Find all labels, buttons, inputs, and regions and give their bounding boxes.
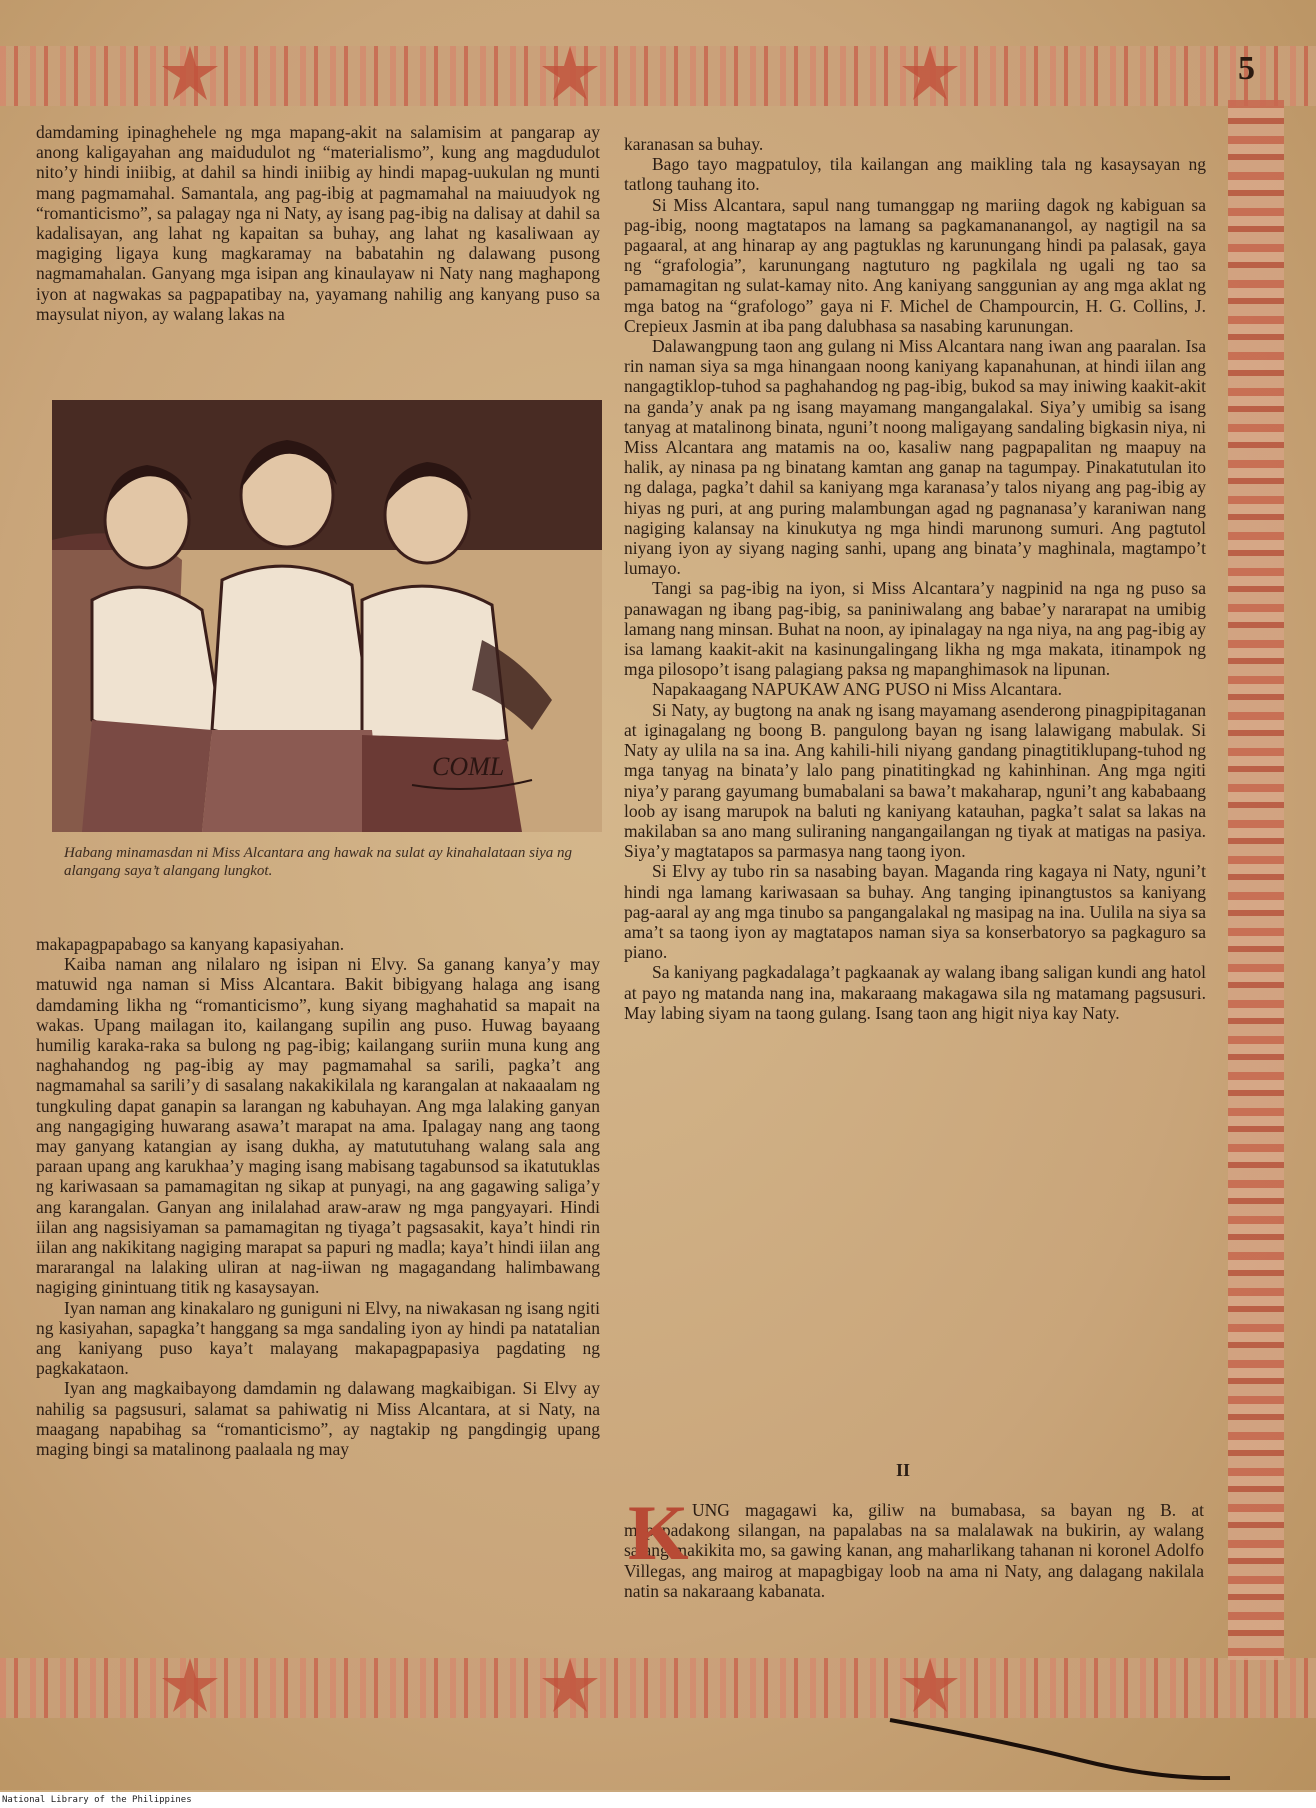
paragraph: Si Miss Alcantara, sapul nang tumanggap ng mariing dagok ng kabiguan sa pag-ibig, noong magtatapos na lamang sa pagkamananangol, ay nagtigil na sa pagaaral, at ang hinarap ay ang pagtuklas ng karunungang hindi pa palasak, gaya ng “grafologia”, karunungang nagtuturo ng pagkilala ng ugali ng tao sa pamamagitan ng sulat-kamay nito. Ang kaniyang sanggunian ay ang mga aklat ng mga batog na “grafologo” gaya ni F. Michel de Champourcin, H. G. Collins, J. Crepieux Jasmin at iba pang dalubhasa sa nasabing karunungan. bbox=[624, 194, 1206, 336]
star-ornament-icon bbox=[900, 44, 960, 104]
archive-credit: National Library of the Philippines bbox=[0, 1792, 1316, 1808]
paragraph: Iyan ang magkaibayong damdamin ng dalawang magkaibigan. Si Elvy ay nahilig sa pagsusuri, salamat sa pahiwatig ni Miss Alcantara, at si Naty, na maagang napabihag sa “romanticismo”, ay nagtakip ng pangdingig upang maging bingi sa matalinong paalaala ng may bbox=[36, 1378, 600, 1460]
paragraph: makapagpapabago sa kanyang kapasiyahan. bbox=[36, 934, 345, 954]
star-ornament-icon bbox=[540, 44, 600, 104]
page-number: 5 bbox=[1238, 50, 1255, 87]
paragraph: karanasan sa buhay. bbox=[624, 134, 764, 154]
illustration-signature: COML bbox=[432, 752, 505, 781]
paragraph: Tangi sa pag-ibig na iyon, si Miss Alcantara’y nagpinid na nga ng puso sa panawagan ng ibang pag-ibig, sa paniniwalang ang babae’y nararapat na umibig lamang nang minsan. Buhat na noon, ay ipinalagay na nga niya, na ang pag-ibig ay isa lamang kaakit-akit na kasinungalingang likha ng mga makata, itinampok ng mga pilosopo’t isang palagiang paksa ng mapanghimasok na lipunan. bbox=[624, 578, 1206, 680]
star-ornament-icon bbox=[160, 44, 220, 104]
right-column bbox=[624, 134, 1206, 1023]
paragraph: Sa kaniyang pagkadalaga’t pagkaanak ay walang ibang saligan kundi ang hatol at payo ng matanda nang ina, makaraang makagawa sila ng matamang pagsusuri. May labing siyam na taong gulang. Isang taon ang higit niya kay Naty. bbox=[624, 962, 1206, 1023]
paragraph: Iyan naman ang kinakalaro ng guniguni ni Elvy, na niwakasan ng isang ngiti ng kasiyahan, sapagka’t hanggang sa mga sandaling iyon ay hindi pa natatalian ang kaniyang puso kaya’t malayang makapagpapasiya pagdating ng pagkakataon. bbox=[36, 1297, 600, 1379]
drop-cap-letter: K bbox=[628, 1489, 689, 1576]
paragraph: Napakaagang NAPUKAW ANG PUSO ni Miss Alcantara. bbox=[652, 679, 1062, 700]
paragraph: UNG magagawi ka, giliw na bumabasa, sa bayan ng B. at mapapadakong silangan, na papalabas na sa malalawak na bukirin, ay walang salang makikita mo, sa gawing kanan, ang maharlikang tahanan ni koronel Adolfo Villegas, ang mairog at mapagbigay loob na ama ni Naty, ang dalagang nakilala natin sa nakaraang kabanata. bbox=[624, 1500, 1204, 1601]
paragraph: Kaiba naman ang nilalaro ng isipan ni Elvy. Sa ganang kanya’y may matuwid nga naman si Miss Alcantara. Bakit bibigyang halaga ang isang damdaming likha ng “romanticismo”, kung siyang maghahatid sa mapait na wakas. Upang mailagan ito, kailangang supilin ang puso. Huwag bayaang humilig karaka-raka sa bulong ng pag-ibig; kailangang suriin muna kung ang naghahandog ng pag-ibig ay may pagmamahal sa sarili, pagka’t ang nagmamahal sa sarili’y di sasalang nakakikilala ng karangalan at nakaaalam ng tungkuling dapat ganapin sa larangan ng kabuhayan. Ang mga lalaking ganyan ang nangagiging huwarang asawa’t marapat na ama. Ipalagay nang ang taong may ganyang katangian ay isang dukha, ay matututuhang walang sala ang paraan upang ang karukhaa’y maging isang mabisang tagabunsod sa ikatutuklas ng kariwasaan sa pamamagitan ng sikap at punyagi, na ang gagawing saliga’y ang karangalan. Ganyan ang inilalahad araw-araw ng mga pangyayari. Hindi iilan ang nagsisiyaman sa pamamagitan ng tiyaga’t pagsasakit, kaya’t hindi rin iilan ang nakikitang nagiging marapat sa papuri ng madla; kaya’t hindi iilan ang mararangal na lalaking uliran at nag-iiwan ng magagandang halimbawang nagiging ginintuang titik ng kasaysayan. bbox=[36, 954, 600, 1298]
star-ornament-icon bbox=[540, 1656, 600, 1716]
section-numeral: II bbox=[896, 1460, 911, 1480]
left-column-top bbox=[36, 122, 600, 324]
paragraph: Si Naty, ay bugtong na anak ng isang mayamang asenderong pinagpipitaganan at iginagalang ng boong B. pangulong bayan ng isang lalawigang mabulak. Si Naty ay ulila na sa ina. Ang kahili-hili niyang gandang pinagtitiklupang-tuhod ng mga tanyag na binata’y lalo pang pinatitingkad ng kahinhinan. Ang mga ngiti niya’y parang gayumang bumabalani sa bawa’t makaharap, nguni’t ang kababaang loob ay isang marupok na baluti ng kaniyang katauhan, pagka’t salat sa lakas na makilaban sa ano mang suliraning nangangailangan ng tiyak at matigas na pasiya. Siya’y magtatapos sa parmasya nang taong iyon. bbox=[624, 699, 1206, 862]
illustration-caption: Habang minamasdan ni Miss Alcantara ang hawak na sulat ay kinahalataan siya ng alangang saya’t alangang lungkot. bbox=[64, 845, 573, 879]
paragraph: damdaming ipinaghehele ng mga mapang-akit na salamisim at pangarap ay anong kaligayahan ang maidudulot ng “materialismo”, kung ang magdudulot nito’y hindi iniibig, at dahil sa hindi iniibig ay hindi mapag-uukulan ng munti mang pagmamahal. Samantala, ang pag-ibig at pagmamahal na maiuudyok ng “romanticismo”, sa palagay nga ni Naty, ay isang pag-ibig na dalisay at dahil sa kadalisayan, ang lahat ng kapaitan sa buhay, ang lahat ng kasaliwaan ay magiging ligaya kung magkaramay na babatahin ng dalawang pusong nagmamahalan. Ganyang mga isipan ang kinaulayaw ni Naty nang maghapong iyon at nagwakas sa pagpapatibay na, yayamang nahilig ang kanyang puso sa maysulat niyon, ay walang lakas na bbox=[36, 122, 600, 324]
star-ornament-icon bbox=[160, 1656, 220, 1716]
paragraph: Bago tayo magpatuloy, tila kailangan ang maikling tala ng kasaysayan ng tatlong tauhang ito. bbox=[624, 154, 1206, 195]
paragraph: Dalawangpung taon ang gulang ni Miss Alcantara nang iwan ang paaralan. Isa rin naman siya sa mga hinangaan noong kaniyang kapanahunan, at hindi iilan ang nangagtiklop-tuhod sa paghahandog ng pag-ibig, bukod sa may iniwing kaakit-akit na ganda’y anak pa ng isang mayamang mangangalakal. Siya’y umibig sa isang tanyag at matalinong binata, nguni’t noong maligayang sandaling bigkasin niya, ni Miss Alcantara ang matamis na oo, kasaliw nang pagpapalitan ng maapuy na halik, ay ninasa pa ng binatang kamtan ang ganap na tagumpay. Pinakatutulan ito ng dalaga, pagka’t dahil sa kaniyang mga karanasa’y talos niyang ang pag-ibig ay hiyas ng puri, at ang puring malambungan agad ng pagnanasa’y karaniwan nang nagiging kalansay na kinukutya ng mga hindi marunong sumuri. Ang pagtutol niyang iyon ay siyang naging sanhi, upang ang binata’y maghinala, magtampo’t lumayo. bbox=[624, 336, 1206, 579]
left-column-bottom bbox=[36, 934, 600, 1459]
right-ornamental-border bbox=[1228, 100, 1284, 1660]
ink-scrawl-mark bbox=[880, 1700, 1240, 1780]
paragraph: Si Elvy ay tubo rin sa nasabing bayan. Maganda ring kagaya ni Naty, nguni’t hindi nga lamang kariwasaan sa buhay. Ang tanging ipinangtustos sa kaniyang pag-aaral ay ang mga tinubo sa pangangalakal ng masipag na ina. Uulila na siya sa ama’t sa taong iyon ay magtatapos naman siya sa konserbatoryo sa pagkaguro sa piano. bbox=[624, 861, 1206, 963]
chapter-opening bbox=[624, 1489, 1204, 1601]
illustration-three-women bbox=[52, 400, 602, 832]
